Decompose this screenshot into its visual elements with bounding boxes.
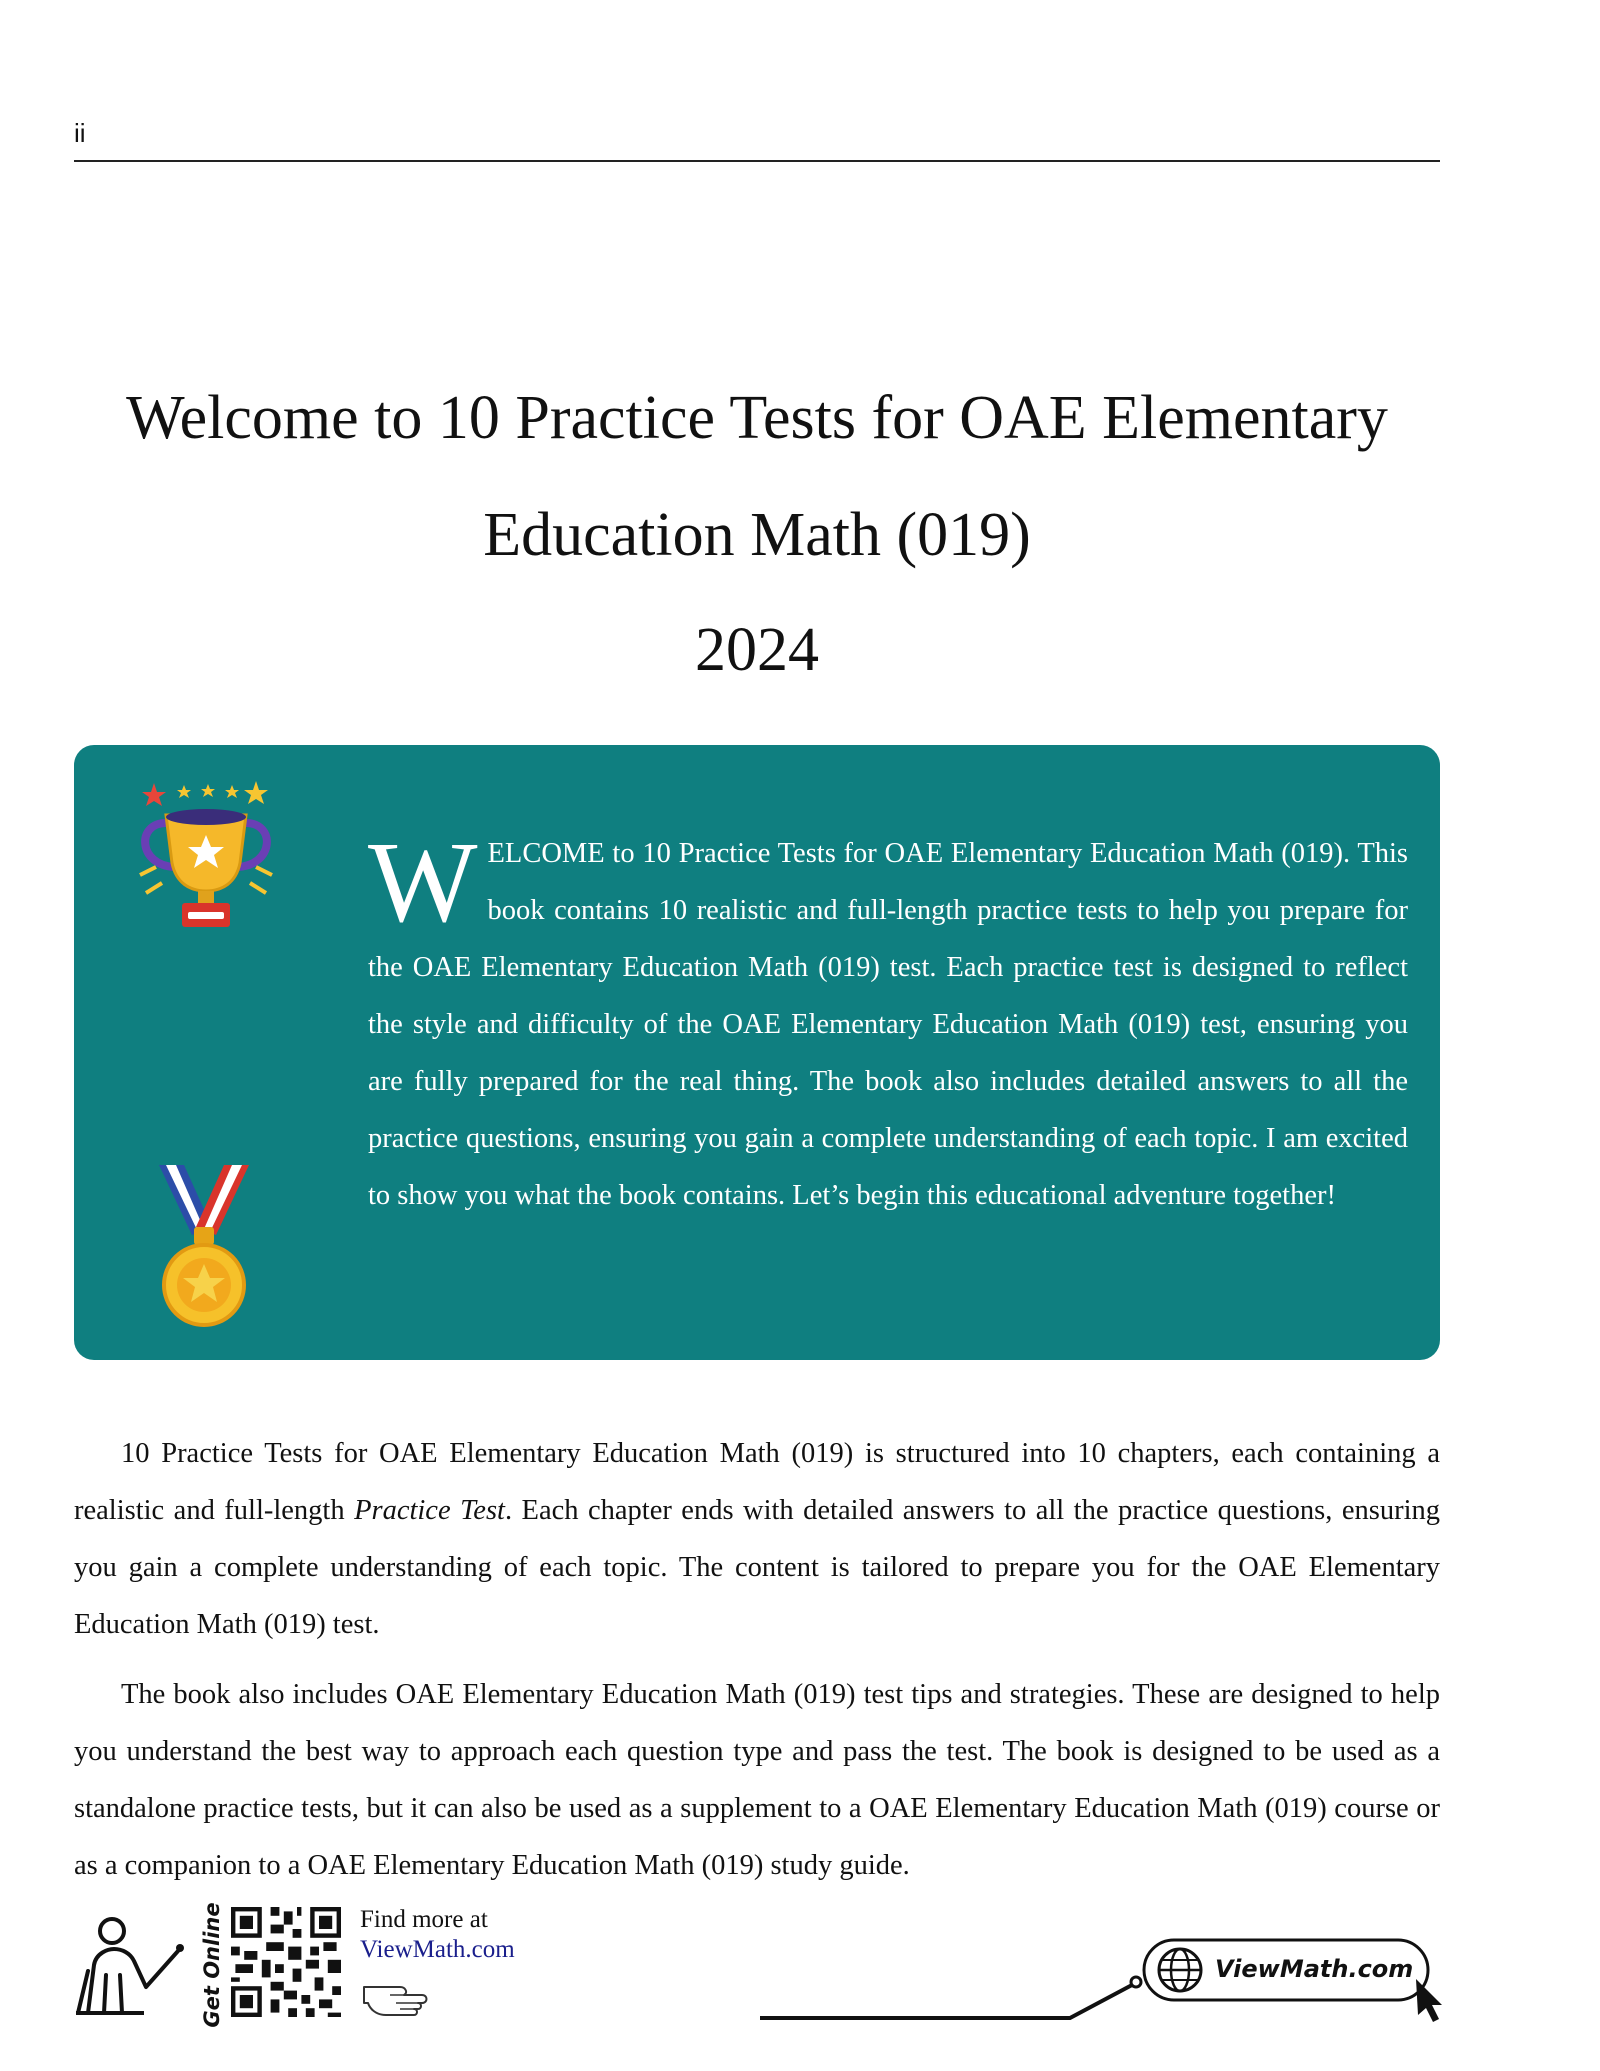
header-rule <box>74 160 1440 162</box>
title-line-2: Education Math (019) <box>483 501 1031 569</box>
trophy-icon <box>126 775 286 935</box>
footer-left <box>74 1902 574 2028</box>
title-line-1: Welcome to 10 Practice Tests for OAE Elementary <box>126 384 1388 452</box>
p1-text-before: 10 Practice Tests for OAE Elementary Education Math (019) is structured into 10 chapters, each containing a realistic and full-length <box>74 1438 1440 1526</box>
p1-text-after: . Each chapter ends with detailed answers to all the practice questions, ensuring you gain a complete understanding of each topic. The content is tailored to prepare you for the OAE Elementary Education Math (019) test. <box>74 1495 1440 1640</box>
welcome-text <box>368 819 1408 1224</box>
body-paragraph-2: The book also includes OAE Elementary Education Math (019) test tips and strategies. These are designed to help you understand the best way to approach each question type and pass the test. The book is designed to be used as a standalone practice tests, but it can also be used as a supplement to a OAE Elementary Education Math (019) course or as a companion to a OAE Elementary Education Math (019) study guide. <box>74 1679 1440 1881</box>
pointing-hand-icon <box>360 1973 440 2019</box>
qr-code-icon[interactable] <box>231 1907 341 2017</box>
footer-brand <box>760 1935 1450 2025</box>
get-online-label: Get Online <box>200 1902 224 2028</box>
p1-emphasis: Practice Test <box>354 1495 505 1526</box>
viewmath-brand-label[interactable]: ViewMath.com <box>1215 1955 1414 1983</box>
find-more-label: Find more at <box>360 1906 488 1933</box>
page-number: ii <box>74 118 86 148</box>
dropcap-letter: W <box>368 819 478 947</box>
body-text <box>74 1425 1440 1907</box>
title-year: 2024 <box>695 616 819 684</box>
viewmath-link[interactable]: ViewMath.com <box>360 1936 515 1963</box>
welcome-box <box>74 745 1440 1360</box>
medal-icon <box>154 1165 254 1330</box>
teacher-icon <box>74 1915 189 2015</box>
cursor-arrow-icon <box>1416 1979 1442 2022</box>
body-paragraph-1 <box>74 1425 1440 1653</box>
page-title <box>74 360 1440 594</box>
welcome-paragraph: ELCOME to 10 Practice Tests for OAE Elementary Education Math (019). This book contains 10 realistic and full-length practice tests to help you prepare for the OAE Elementary Education Math (019) test. Each practice test is designed to reflect the style and difficulty of the OAE Elementary Education Math (019) test, ensuring you are fully prepared for the real thing. The book also includes detailed answers to all the practice questions, ensuring you gain a complete understanding of each topic. I am excited to show you what the book contains. Let’s begin this educational adventure together! <box>368 838 1408 1211</box>
